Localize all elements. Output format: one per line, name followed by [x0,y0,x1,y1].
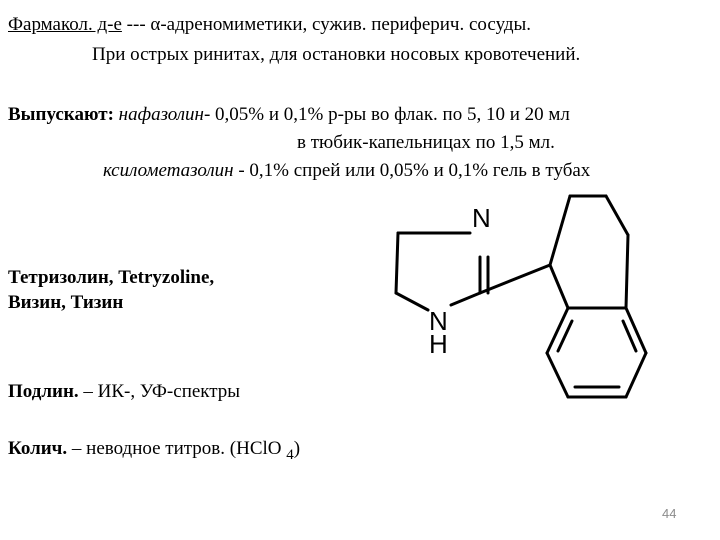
identification-text: – ИК-, УФ-спектры [78,381,241,402]
release-line [8,104,570,126]
bond-sat-1 [550,196,570,265]
drug-naphazoline-forms-line2: в тюбик-капельницах по 1,5 мл. [297,132,555,153]
drug-naphazoline-forms: - 0,05% и 0,1% р-ры во флак. по 5, 10 и 20 мл [203,104,570,125]
assay-label: Колич. [8,438,68,459]
assay-text: – неводное титров. (HClO [67,438,287,459]
compound-name-line2: Визин, Тизин [8,292,124,313]
bond-sat-3 [606,196,628,235]
atom-n1: N [429,306,448,336]
bond-sat-4 [626,235,628,308]
drug-naphazoline: нафазолин [118,104,204,125]
pharmacology-label: Фармакол. д-е [8,14,122,35]
drug-xylometazoline-forms: - 0,1% спрей или 0,05% и 0,1% гель в тубах [233,160,591,181]
bond-ar-2 [626,353,646,397]
pharmacology-line [8,14,531,36]
bond-n1-c2 [451,293,480,305]
assay-line [8,438,300,461]
atom-n1-hydrogen: H [429,329,448,359]
bond-c5-n1 [396,293,428,310]
bond-c2-ring [480,265,550,293]
drug-xylometazoline-line [103,160,590,182]
bond-sat-5 [550,265,568,308]
compound-name-line1: Тетризолин, Tetryzoline, [8,267,215,288]
atom-n3: N [472,203,491,233]
assay-subscript: 4 [286,447,294,463]
release-label: Выпускают: [8,104,114,125]
pharmacology-indications: При острых ринитах, для остановки носовых кровотечений. [92,44,581,65]
pharmacology-text: --- α-адреномиметики, сужив. периферич. сосуды. [121,14,532,35]
tetryzoline-structure [378,185,713,410]
page-number: 44 [662,506,677,521]
bond-c4-c5 [396,233,398,293]
bond-ar-4 [547,353,568,397]
assay-close: ) [293,438,301,459]
identification-label: Подлин. [8,381,79,402]
identification-line [8,381,240,403]
bond-ar-5 [547,308,568,353]
drug-xylometazoline: ксилометазолин [103,160,234,181]
bond-ar-1 [626,308,646,353]
